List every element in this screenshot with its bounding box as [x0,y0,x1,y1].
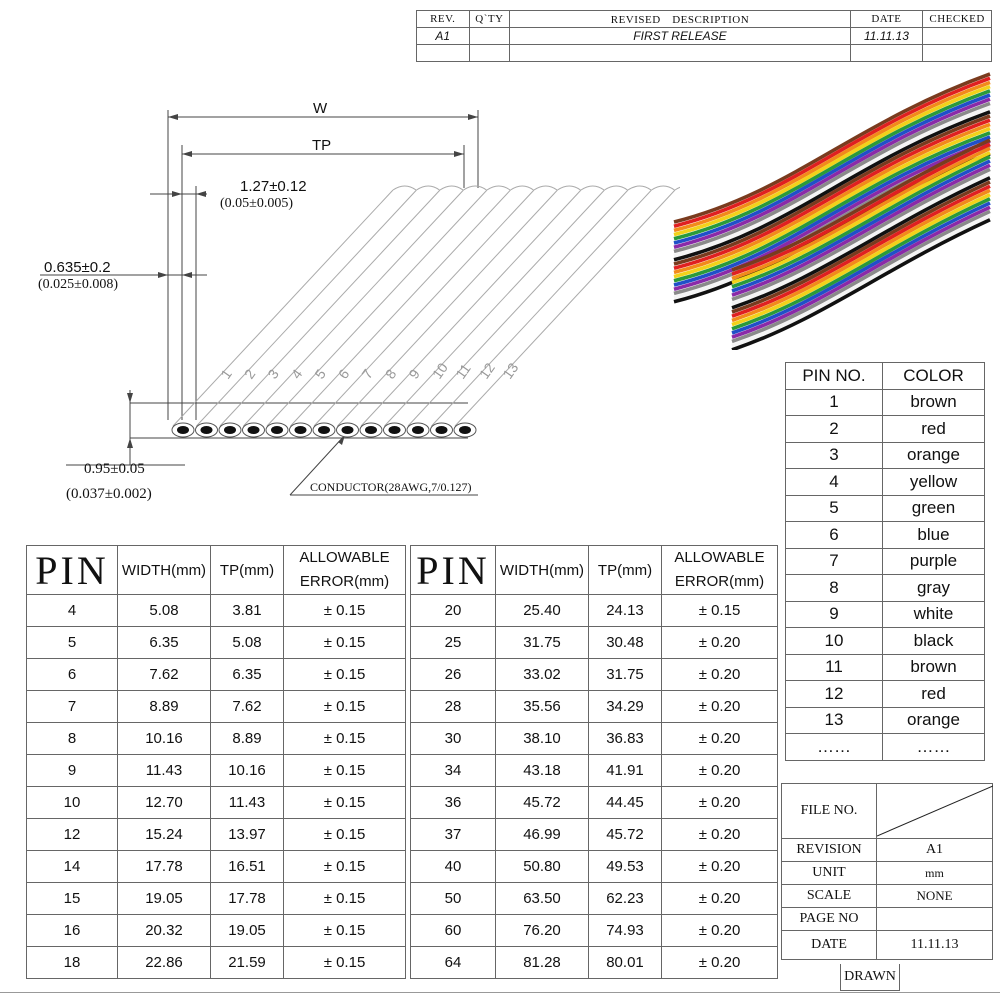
pin-cell: 34 [411,755,496,787]
wire-conductor [177,426,189,434]
wire-number: 9 [405,366,423,382]
color-cell: orange [883,707,985,734]
wire-edge-line [291,190,511,426]
w-label: W [313,100,328,117]
width-cell: 8.89 [118,691,211,723]
wire-number: 6 [334,366,353,382]
table-row [27,723,406,755]
table-row [27,883,406,915]
pin-cell: 37 [411,819,496,851]
wire-top-arc [628,186,651,190]
pin-no-cell: 11 [786,654,883,681]
qty-header: Q`TY [469,11,510,28]
edge-inch-label: (0.025±0.008) [38,277,119,292]
table-row [786,389,985,416]
pin-cell: 14 [27,851,118,883]
error-cell: ± 0.15 [284,755,406,787]
width-cell: 22.86 [118,947,211,979]
wire-edge-line [197,190,417,426]
thickness-label: 0.95±0.05 [84,461,145,477]
width-cell: 31.75 [496,627,589,659]
wire-top-arc [581,186,604,190]
cable-drawing [0,90,680,510]
wire-top-arc [464,186,487,190]
error-cell: ± 0.15 [284,627,406,659]
wire-number: 10 [428,359,451,382]
tp-cell: 62.23 [589,883,662,915]
thickness-inch-label: (0.037±0.002) [66,486,152,502]
error-cell: ± 0.20 [662,819,778,851]
color-cell: orange [883,442,985,469]
wire-conductor [248,426,260,434]
wire-edge-line [385,190,605,426]
pin-cell: 28 [411,691,496,723]
rev-value: A1 [417,28,470,45]
table-row [786,734,985,761]
pin-no-cell: 5 [786,495,883,522]
tp-cell: 5.08 [211,627,284,659]
wire-edge-line [220,190,440,426]
pin-cell: 50 [411,883,496,915]
table-row [411,659,778,691]
tp-cell: 41.91 [589,755,662,787]
table-row [27,819,406,851]
tp-cell: 30.48 [589,627,662,659]
color-cell: gray [883,575,985,602]
wire-top-arc [558,186,581,190]
tp-header: TP(mm) [211,546,284,595]
error-cell: ± 0.20 [662,851,778,883]
color-cell: yellow [883,469,985,496]
color-cell: white [883,601,985,628]
table-row [27,947,406,979]
table-row [786,442,985,469]
wire-conductor [459,426,471,434]
table-row [27,915,406,947]
width-cell: 17.78 [118,851,211,883]
checked-value [923,28,992,45]
pin-no-cell: 3 [786,442,883,469]
wire-conductor [342,426,354,434]
wire-edge-line [244,190,464,426]
wire-conductor [224,426,236,434]
width-cell: 38.10 [496,723,589,755]
table-row [27,851,406,883]
revision-label: REVISION [782,839,877,862]
color-cell: black [883,628,985,655]
tp-cell: 7.62 [211,691,284,723]
tp-cell: 21.59 [211,947,284,979]
edge-label: 0.635±0.2 [44,259,111,276]
error-header-line1: ALLOWABLE [299,549,390,566]
table-row [411,947,778,979]
page-value [877,908,993,931]
width-cell: 50.80 [496,851,589,883]
desc-value: FIRST RELEASE [510,28,850,45]
pin-header: PIN [411,546,496,595]
date-value: 11.11.13 [850,28,923,45]
pin-header: PIN [27,546,118,595]
width-cell: 46.99 [496,819,589,851]
wire-conductor [295,426,307,434]
width-cell: 81.28 [496,947,589,979]
tp-cell: 10.16 [211,755,284,787]
pin-no-cell: 1 [786,389,883,416]
wire-conductor [271,426,283,434]
pin-no-cell: 9 [786,601,883,628]
wire-number: 1 [217,366,235,382]
pin-no-cell: …… [786,734,883,761]
tp-cell: 24.13 [589,595,662,627]
pin-no-cell: 12 [786,681,883,708]
pin-no-cell: 6 [786,522,883,549]
width-cell: 33.02 [496,659,589,691]
wire-number: 2 [240,366,259,382]
table-row [411,851,778,883]
tp-cell: 49.53 [589,851,662,883]
tp-cell: 74.93 [589,915,662,947]
wire-top-arc [511,186,534,190]
width-cell: 5.08 [118,595,211,627]
error-cell: ± 0.15 [284,851,406,883]
tp-cell: 6.35 [211,659,284,691]
table-row [786,681,985,708]
drawn-label: DRAWN [840,964,900,991]
table-row [786,654,985,681]
wire-top-arc [440,186,463,190]
tp-cell: 36.83 [589,723,662,755]
error-cell: ± 0.20 [662,947,778,979]
tp-cell: 17.78 [211,883,284,915]
error-header-line2: ERROR(mm) [299,573,390,590]
error-cell: ± 0.15 [284,787,406,819]
table-row [786,575,985,602]
color-header: COLOR [883,363,985,390]
table-row [786,469,985,496]
error-cell: ± 0.15 [284,915,406,947]
pin-cell: 4 [27,595,118,627]
wire-conductor [201,426,213,434]
color-cell: red [883,416,985,443]
spec-table-right [410,545,778,979]
wire-conductor [365,426,377,434]
table-row [786,495,985,522]
table-row [786,416,985,443]
error-cell: ± 0.15 [284,883,406,915]
pin-cell: 36 [411,787,496,819]
wire-edge-line [267,190,487,426]
error-cell: ± 0.15 [284,947,406,979]
error-cell: ± 0.20 [662,915,778,947]
error-cell: ± 0.15 [284,595,406,627]
error-cell: ± 0.20 [662,627,778,659]
wire-edge-line [338,190,558,426]
table-row [27,755,406,787]
wire-top-arc [487,186,510,190]
file-no-label: FILE NO. [782,784,877,839]
tp-cell: 3.81 [211,595,284,627]
pin-no-cell: 8 [786,575,883,602]
width-header: WIDTH(mm) [496,546,589,595]
frame-bottom [0,992,1000,993]
error-header-line1: ALLOWABLE [674,549,765,566]
tp-cell: 31.75 [589,659,662,691]
wire-number: 11 [452,360,474,382]
wire-number: 5 [311,366,329,382]
width-cell: 11.43 [118,755,211,787]
pin-cell: 20 [411,595,496,627]
color-cell: red [883,681,985,708]
pin-no-cell: 2 [786,416,883,443]
date-header: DATE [850,11,923,28]
tp-header: TP(mm) [589,546,662,595]
color-cell: green [883,495,985,522]
color-cell: brown [883,389,985,416]
error-cell: ± 0.15 [662,595,778,627]
table-row [411,627,778,659]
table-row [411,723,778,755]
width-cell: 6.35 [118,627,211,659]
width-header: WIDTH(mm) [118,546,211,595]
table-row [27,627,406,659]
table-row [786,628,985,655]
pin-cell: 5 [27,627,118,659]
page-label: PAGE NO [782,908,877,931]
error-cell: ± 0.20 [662,883,778,915]
checked-header: CHECKED [923,11,992,28]
table-row [411,819,778,851]
width-cell: 76.20 [496,915,589,947]
table-row [786,601,985,628]
width-cell: 43.18 [496,755,589,787]
wire-edge-line [432,190,652,426]
pin-cell: 25 [411,627,496,659]
unit-value: mm [877,862,993,885]
file-no-value [877,784,993,839]
date-label: DATE [782,931,877,960]
tp-cell: 80.01 [589,947,662,979]
scale-label: SCALE [782,885,877,908]
tp-cell: 8.89 [211,723,284,755]
pin-cell: 8 [27,723,118,755]
desc-header: REVISED DESCRIPTION [510,11,850,28]
pin-cell: 60 [411,915,496,947]
wire-edge-line [455,190,675,426]
table-row [786,548,985,575]
error-cell: ± 0.20 [662,691,778,723]
wire-conductor [318,426,330,434]
pin-cell: 9 [27,755,118,787]
tp-cell: 45.72 [589,819,662,851]
wire-top-arc [534,186,557,190]
pin-cell: 7 [27,691,118,723]
pitch-label: 1.27±0.12 [240,178,307,195]
width-cell: 12.70 [118,787,211,819]
tp-cell: 44.45 [589,787,662,819]
width-cell: 7.62 [118,659,211,691]
color-cell: …… [883,734,985,761]
qty-value [469,28,510,45]
error-header [662,546,778,595]
wire-number: 4 [287,366,306,382]
width-cell: 25.40 [496,595,589,627]
width-cell: 19.05 [118,883,211,915]
pin-cell: 12 [27,819,118,851]
width-cell: 63.50 [496,883,589,915]
pin-cell: 10 [27,787,118,819]
width-cell: 20.32 [118,915,211,947]
pin-cell: 18 [27,947,118,979]
date-value: 11.11.13 [877,931,993,960]
pin-no-cell: 10 [786,628,883,655]
spec-table-left [26,545,406,979]
width-cell: 15.24 [118,819,211,851]
pitch-inch-label: (0.05±0.005) [220,196,294,211]
pin-cell: 6 [27,659,118,691]
table-row [786,707,985,734]
table-row [411,595,778,627]
error-cell: ± 0.20 [662,755,778,787]
color-cell: brown [883,654,985,681]
wire-number: 3 [264,366,282,382]
error-cell: ± 0.20 [662,787,778,819]
pin-color-table [785,362,985,761]
wire-top-arc [393,186,416,190]
wire-conductor [389,426,401,434]
pin-no-cell: 7 [786,548,883,575]
tp-cell: 16.51 [211,851,284,883]
tp-cell: 13.97 [211,819,284,851]
wire-edge-line [408,190,628,426]
tp-cell: 19.05 [211,915,284,947]
wire-number: 7 [358,366,376,382]
error-header [284,546,406,595]
table-row [411,755,778,787]
error-cell: ± 0.15 [284,819,406,851]
unit-label: UNIT [782,862,877,885]
tp-cell: 34.29 [589,691,662,723]
error-cell: ± 0.15 [284,659,406,691]
wire-edge-line [361,190,581,426]
file-no-slash [877,784,993,838]
revision-value: A1 [877,839,993,862]
tp-label: TP [312,137,332,154]
table-row [411,915,778,947]
error-header-line2: ERROR(mm) [674,573,765,590]
color-cell: blue [883,522,985,549]
error-cell: ± 0.15 [284,723,406,755]
pin-no-cell: 13 [786,707,883,734]
pin-cell: 15 [27,883,118,915]
table-row [411,691,778,723]
pin-cell: 26 [411,659,496,691]
scale-value: NONE [877,885,993,908]
wire-edge-line [314,190,534,426]
table-row [27,595,406,627]
title-block [781,783,993,960]
wire-number: 8 [381,366,400,382]
width-cell: 35.56 [496,691,589,723]
wire-top-arc [605,186,628,190]
pin-cell: 64 [411,947,496,979]
revision-table [416,10,992,62]
wire-number: 13 [499,359,522,382]
width-cell: 45.72 [496,787,589,819]
pin-no-header: PIN NO. [786,363,883,390]
error-cell: ± 0.15 [284,691,406,723]
width-cell: 10.16 [118,723,211,755]
table-row [27,691,406,723]
pin-no-cell: 4 [786,469,883,496]
color-cell: purple [883,548,985,575]
table-row [411,787,778,819]
error-cell: ± 0.20 [662,659,778,691]
wire-top-arc [417,186,440,190]
table-row [411,883,778,915]
rev-header: REV. [417,11,470,28]
pin-cell: 16 [27,915,118,947]
wire-edge-line [173,190,393,426]
conductor-label: CONDUCTOR(28AWG,7/0.127) [310,480,472,494]
pin-cell: 30 [411,723,496,755]
tp-cell: 11.43 [211,787,284,819]
table-row [786,522,985,549]
wire-conductor [436,426,448,434]
wire-conductor [412,426,424,434]
error-cell: ± 0.20 [662,723,778,755]
ribbon-cable-photo [672,60,992,350]
pin-cell: 40 [411,851,496,883]
table-row [27,659,406,691]
table-row [27,787,406,819]
wire-number: 12 [475,359,498,382]
